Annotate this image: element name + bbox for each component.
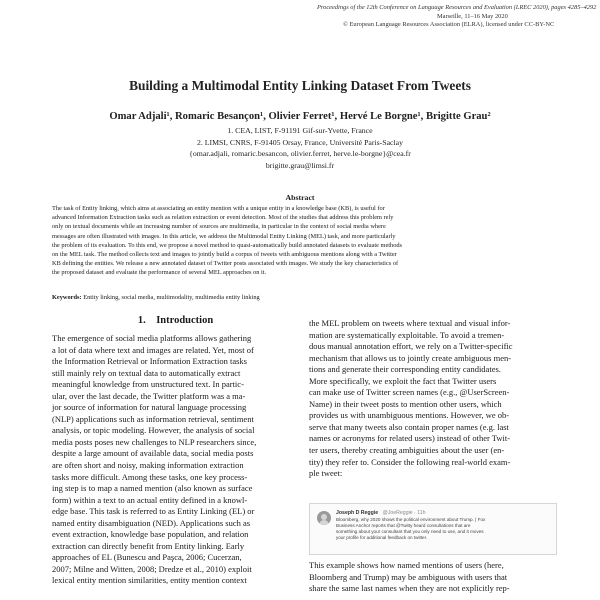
body-line: ing step is to map a named mention (also known as surface bbox=[52, 483, 253, 494]
body-line: ular, over the last decade, the Twitter platform was a ma- bbox=[52, 390, 246, 401]
keywords-label: Keywords: bbox=[52, 294, 82, 301]
abstract-line: the problem of its evaluation. To this end, we propose a novel method to quasi-automatically build annotated datasets to evaluate methods bbox=[52, 241, 403, 249]
proceedings-line: Proceedings of the 12th Conference on Language Resources and Evaluation (LREC 2020), pages 4285–4292 bbox=[317, 4, 597, 11]
keywords-text: Entity linking, social media, multimodality, multimedia entity linking bbox=[83, 294, 260, 301]
body-line: Name) in their tweet posts to mention other users, which bbox=[309, 398, 502, 409]
abstract-line: The task of Entity linking, which aims at associating an entity mention with a unique entity in a knowledge base (KB), is useful for bbox=[52, 205, 385, 212]
body-line: despite a large amount of available data, social media posts bbox=[52, 448, 254, 459]
body-line: form) within a text to an actual entity defined in a knowl- bbox=[52, 494, 248, 505]
tweet-line: your profile for additional feedback on twitter. bbox=[336, 535, 428, 540]
keywords bbox=[52, 293, 558, 302]
body-line: the MEL problem on tweets where textual and visual infor- bbox=[309, 318, 511, 328]
body-line: a lot of data where text and images are related. Yet, most of bbox=[52, 344, 254, 355]
body-line: share the same last names when they are not explicitly rep- bbox=[309, 583, 510, 594]
body-line: the Information Retrieval or Information Extraction tasks bbox=[52, 356, 247, 367]
section-title: Introduction bbox=[156, 315, 214, 326]
body-line: can make use of Twitter screen names (e.g., @UserScreen- bbox=[309, 387, 510, 398]
body-line: extraction can directly benefit from Entity linking. Early bbox=[52, 540, 245, 551]
body-line: ple tweet: bbox=[309, 468, 343, 479]
avatar bbox=[317, 511, 331, 525]
body-line: named entity disambiguation (NED). Applications such as bbox=[52, 517, 251, 528]
author-emails: {omar.adjali, romaric.besancon, olivier.ferret, herve.le-borgne}@cea.fr bbox=[189, 149, 411, 159]
body-line: event extraction, knowledge base population, and relation bbox=[52, 529, 249, 540]
abstract-line: on the MEL task. The method collects text and images to jointly build a corpus of tweets with ambiguous mentions along with a Twitter bbox=[52, 251, 397, 259]
tweet-text bbox=[336, 517, 552, 541]
body-line: 2007; Milne and Witten, 2008; Dredze et al., 2010) exploit bbox=[52, 563, 252, 574]
left-column bbox=[52, 333, 256, 587]
affiliations bbox=[0, 125, 600, 171]
body-line: tasks more difficult. Among these tasks, one key process- bbox=[52, 471, 248, 482]
tweet-handle: @JoeReggie · 11h bbox=[382, 510, 426, 516]
abstract-line: the proposed dataset and evaluate the performance of several MEL approaches on it. bbox=[52, 269, 267, 277]
abstract-line: only on textual documents while an increasing number of sources are multimedia, in particular in the context of social media where bbox=[52, 223, 386, 231]
body-line: meaningful knowledge from unstructured text. In partic- bbox=[52, 379, 244, 390]
body-line: serve that many tweets also contain proper names (e.g. last bbox=[309, 421, 509, 432]
body-line: tions and generate their corresponding entity candidates. bbox=[309, 364, 501, 375]
tweet-author: Joseph D Reggie bbox=[336, 510, 379, 516]
author-list: Omar Adjali¹, Romaric Besançon¹, Olivier Ferret¹, Hervé Le Borgne¹, Brigitte Grau² bbox=[109, 111, 491, 122]
tweet-header bbox=[336, 510, 426, 516]
tweet-line: Business Anchor reports that @Twitty heard consultations that are bbox=[336, 523, 471, 528]
body-line: still mainly rely on textual data to automatically extract bbox=[52, 367, 241, 378]
paper-title: Building a Multimodal Entity Linking Dataset From Tweets bbox=[129, 78, 471, 93]
body-line: provides us with unambiguous mentions. However, we ob- bbox=[309, 410, 510, 421]
body-line: More specifically, we exploit the fact that Twitter users bbox=[309, 375, 497, 386]
body-line: This example shows how named mentions of users (here, bbox=[309, 560, 504, 570]
example-tweet bbox=[309, 503, 557, 555]
abstract-line: KB defining the entities. We release a new annotated dataset of Twitter posts associated with images. We study the key characteristics of bbox=[52, 260, 399, 268]
body-line: edge base. This task is referred to as Entity Linking (EL) or bbox=[52, 506, 255, 517]
body-line: The emergence of social media platforms allows gathering bbox=[52, 333, 252, 343]
body-line: (NLP) applications such as information retrieval, sentiment bbox=[52, 413, 254, 424]
body-line: lexical entity mention similarities, entity mention context bbox=[52, 575, 247, 586]
body-line: are often short and noisy, making information extraction bbox=[52, 460, 244, 471]
abstract-line: messages are often illustrated with images. In this article, we address the Multimodal Entity Linking (MEL) task, and more particularly bbox=[52, 232, 396, 240]
body-line: media posts poses new challenges to NLP researchers since, bbox=[52, 436, 257, 447]
body-line: Bloomberg and Trump) may be ambiguous with users that bbox=[309, 571, 508, 582]
right-column bbox=[309, 318, 513, 480]
abstract-heading: Abstract bbox=[285, 193, 315, 202]
body-line: mation are systematically exploitable. To avoid a tremen- bbox=[309, 329, 505, 340]
body-line: names or acronyms for related users) instead of other Twit- bbox=[309, 433, 511, 444]
right-column-continued bbox=[309, 560, 510, 595]
body-line: ter users, thereby creating ambiguities about the user (en- bbox=[309, 445, 505, 456]
location-line: Marseille, 11–16 May 2020 bbox=[437, 12, 508, 20]
copyright-line: © European Language Resources Association (ELRA), licensed under CC-BY-NC bbox=[343, 21, 555, 29]
body-line: dous manual annotation effort, we rely on a Twitter-specific bbox=[309, 341, 513, 352]
body-line: tity) they refer to. Consider the following real-world exam- bbox=[309, 456, 511, 467]
body-line: approaches of EL (Bunescu and Paşca, 2006; Cucerzan, bbox=[52, 552, 242, 563]
author-email-2: brigitte.grau@limsi.fr bbox=[265, 160, 335, 170]
affiliation-2: 2. LIMSI, CNRS, F-91405 Orsay, France, Université Paris-Saclay bbox=[196, 137, 404, 147]
section-number: 1. bbox=[137, 315, 146, 326]
tweet-line: Bloomberg, why 2020 shows the political environment about Trump. | Fox bbox=[336, 517, 486, 522]
abstract-line: advanced Information Extraction tasks such as relation extraction or event detection. Most of the studies that address this problem rely bbox=[52, 214, 394, 222]
proceedings-header bbox=[317, 4, 597, 30]
body-line: analysis, or topic modeling. However, the analysis of social bbox=[52, 425, 255, 436]
body-line: mechanism that allows us to jointly create ambiguous men- bbox=[309, 352, 512, 363]
body-line: jor source of information for natural language processing bbox=[52, 402, 247, 413]
section-heading bbox=[52, 315, 299, 326]
abstract-body bbox=[52, 204, 558, 278]
affiliation-1: 1. CEA, LIST, F-91191 Gif-sur-Yvette, France bbox=[227, 126, 373, 135]
tweet-line: something about your consultant that you only need to use, and it moves bbox=[336, 529, 484, 534]
